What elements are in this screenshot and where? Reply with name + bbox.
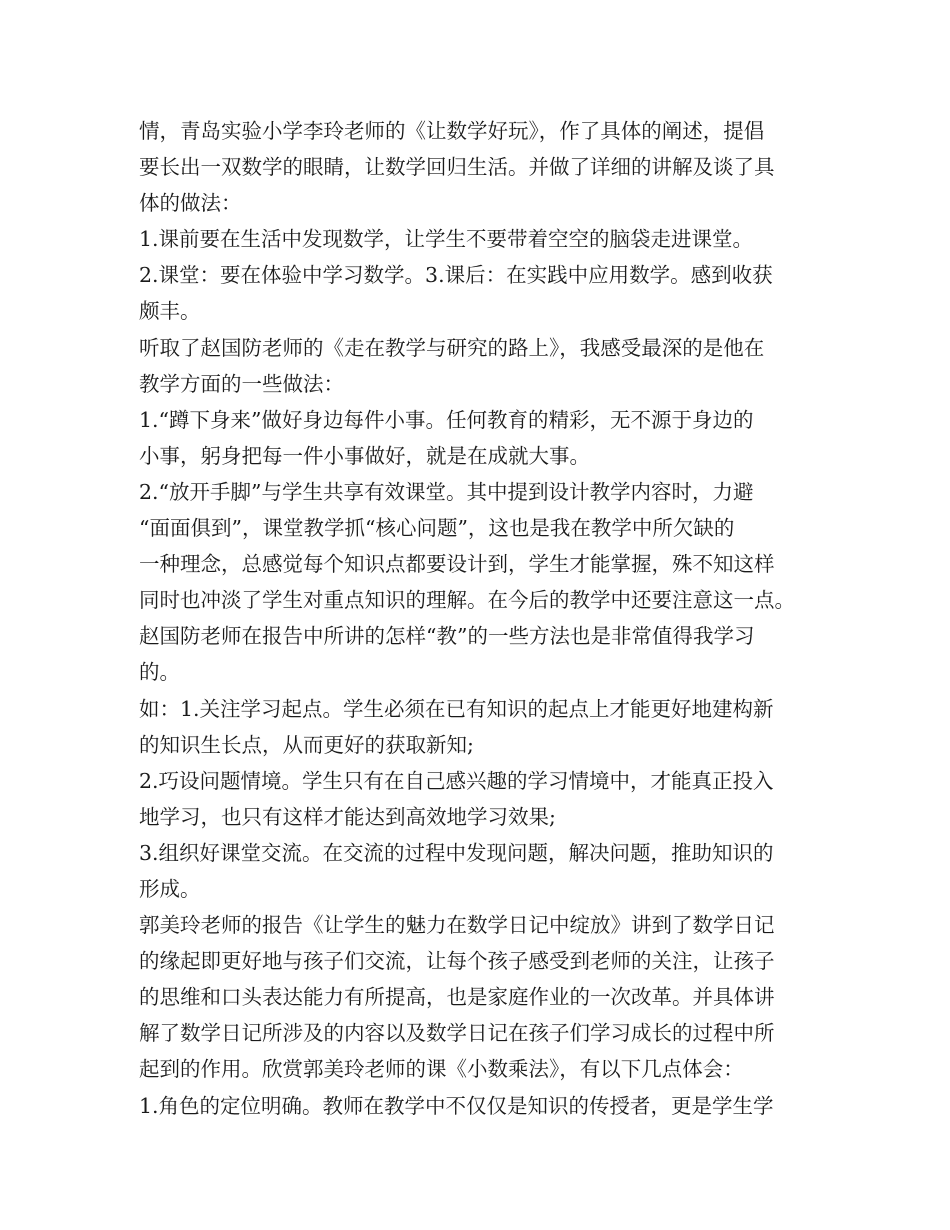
text-line: 的知识生长点，从而更好的获取新知; xyxy=(139,732,474,757)
text-line: 2.“放开手脚”与学生共享有效课堂。其中提到设计教学内容时，力避 xyxy=(139,479,754,504)
text-line: 的。 xyxy=(139,660,180,685)
document-body xyxy=(139,113,829,1124)
text-line: 赵国防老师在报告中所讲的怎样“教”的一些方法也是非常值得我学习 xyxy=(139,624,755,649)
text-line: 形成。 xyxy=(139,876,201,901)
text-line: 颇丰。 xyxy=(139,299,201,324)
text-line: 如：1.关注学习起点。学生必须在已有知识的起点上才能更好地建构新 xyxy=(139,696,774,721)
text-line: 要长出一双数学的眼睛，让数学回归生活。并做了详细的讲解及谈了具 xyxy=(139,155,775,180)
text-line: 情，青岛实验小学李玲老师的《让数学好玩》，作了具体的阐述，提倡 xyxy=(139,119,765,143)
text-line: 体的做法： xyxy=(139,191,242,216)
text-line: 2.课堂：要在体验中学习数学。3.课后：在实践中应用数学。感到收获 xyxy=(139,263,773,288)
text-line: 的思维和口头表达能力有所提高，也是家庭作业的一次改革。并具体讲 xyxy=(139,985,775,1010)
text-line: 解了数学日记所涉及的内容以及数学日记在孩子们学习成长的过程中所 xyxy=(139,1021,775,1046)
text-line: 一种理念，总感觉每个知识点都要设计到，学生才能掌握，殊不知这样 xyxy=(139,552,775,577)
text-line: 教学方面的一些做法： xyxy=(139,371,344,396)
text-line: 1.“蹲下身来”做好身边每件小事。任何教育的精彩，无不源于身边的 xyxy=(139,407,754,432)
text-line: 3.组织好课堂交流。在交流的过程中发现问题，解决问题，推助知识的 xyxy=(139,840,774,865)
text-line: 郭美玲老师的报告《让学生的魅力在数学日记中绽放》讲到了数学日记 xyxy=(139,913,775,938)
text-line: 地学习，也只有这样才能达到高效地学习效果; xyxy=(139,804,556,829)
text-line: 听取了赵国防老师的《走在教学与研究的路上》，我感受最深的是他在 xyxy=(139,335,765,360)
text-line: “面面俱到”，课堂教学抓“核心问题”，这也是我在教学中所欠缺的 xyxy=(139,516,735,541)
text-line: 同时也冲淡了学生对重点知识的理解。在今后的教学中还要注意这一点。 xyxy=(139,588,795,613)
text-line: 小事，躬身把每一件小事做好，就是在成就大事。 xyxy=(139,443,590,468)
text-line: 2.巧设问题情境。学生只有在自己感兴趣的学习情境中，才能真正投入 xyxy=(139,768,774,793)
text-line: 1.角色的定位明确。教师在教学中不仅仅是知识的传授者，更是学生学 xyxy=(139,1093,774,1118)
text-line: 起到的作用。欣赏郭美玲老师的课《小数乘法》，有以下几点体会： xyxy=(139,1057,744,1082)
text-line: 1.课前要在生活中发现数学，让学生不要带着空空的脑袋走进课堂。 xyxy=(139,227,754,252)
text-line: 的缘起即更好地与孩子们交流，让每个孩子感受到老师的关注，让孩子 xyxy=(139,949,775,974)
